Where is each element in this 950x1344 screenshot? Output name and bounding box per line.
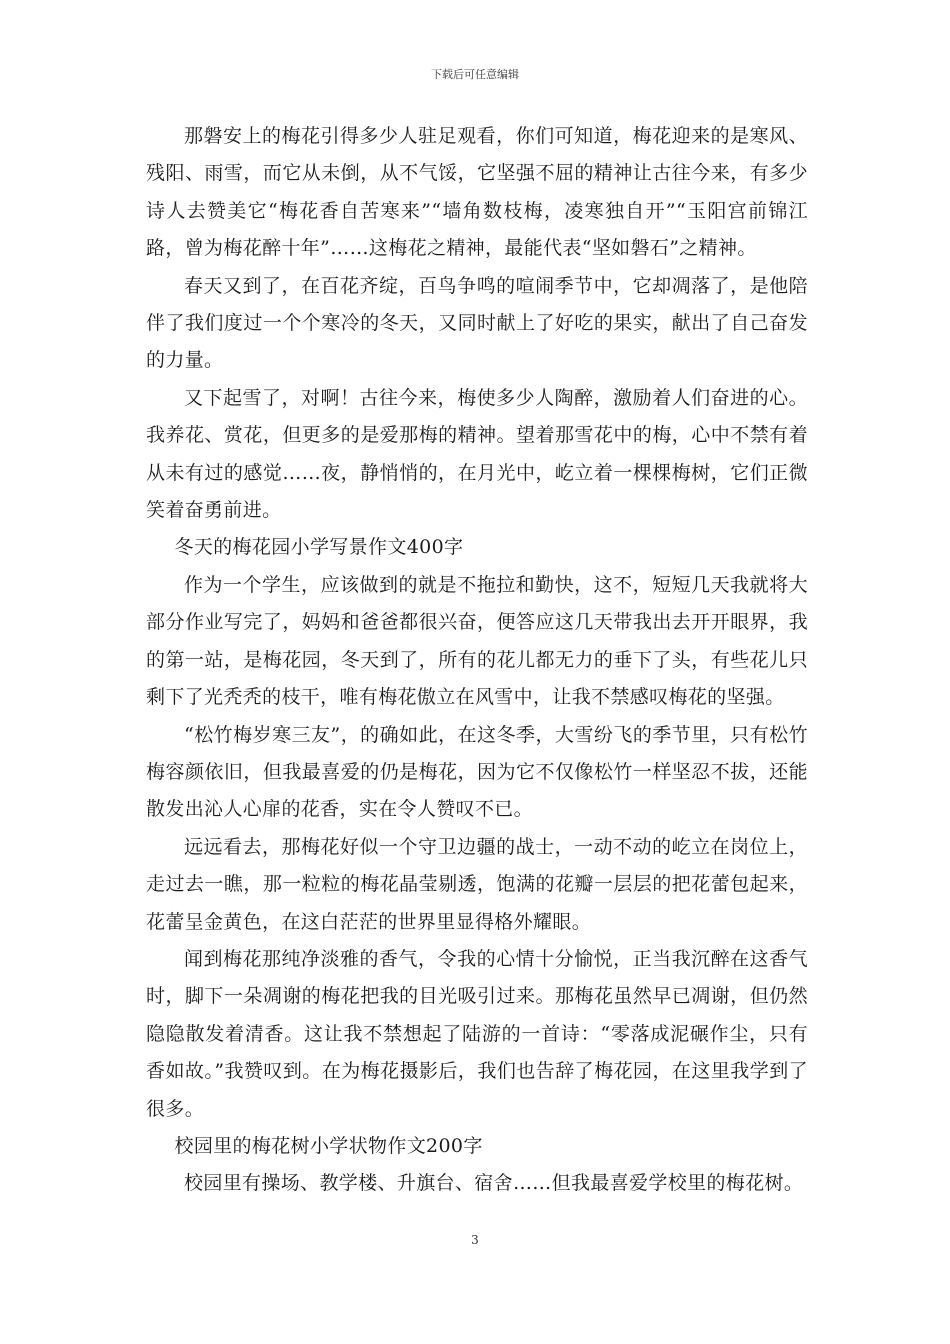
paragraph-3: 又下起雪了，对啊！古往今来，梅使多少人陶醉，激励着人们奋进的心。我养花、赏花，但更多的是爱那梅的精神。望着那雪花中的梅，心中不禁有着从未有过的感觉……夜，静悄悄的，在月光中，屹立着一棵棵梅树，它们正微笑着奋勇前进。 <box>146 386 808 522</box>
paragraph-2: 春天又到了，在百花齐绽，百鸟争鸣的喧闹季节中，它却凋落了，是他陪伴了我们度过一个个寒冷的冬天，又同时献上了好吃的果实，献出了自己奋发的力量。 <box>146 274 808 372</box>
paragraph-8: 校园里有操场、教学楼、升旗台、宿舍……但我最喜爱学校里的梅花树。 <box>184 1172 804 1195</box>
document-body <box>146 118 808 1203</box>
paragraph-6: 远远看去，那梅花好似一个守卫边疆的战士，一动不动的屹立在岗位上，走过去一瞧，那一粒粒的梅花晶莹剔透，饱满的花瓣一层层的把花蕾包起来，花蕾呈金黄色，在这白茫茫的世界里显得格外耀眼。 <box>146 835 808 933</box>
paragraph-5: “松竹梅岁寒三友”，的确如此，在这冬季，大雪纷飞的季节里，只有松竹梅容颜依旧，但我最喜爱的仍是梅花，因为它不仅像松竹一样坚忍不拔，还能散发出沁人心扉的花香，实在令人赞叹不已。 <box>146 723 808 821</box>
paragraph-1: 那磐安上的梅花引得多少人驻足观看，你们可知道，梅花迎来的是寒风、残阳、雨雪，而它从未倒，从不气馁，它坚强不屈的精神让古往今来，有多少诗人去赞美它“梅花香自苦寒来”“墙角数枝梅，凌寒独自开”“玉阳宫前锦江路，曾为梅花醉十年”……这梅花之精神，最能代表“坚如磐石”之精神。 <box>146 125 808 260</box>
page-number: 3 <box>471 1233 479 1247</box>
section-heading-1: 冬天的梅花园小学写景作文400字 <box>174 536 464 559</box>
paragraph-7: 闻到梅花那纯净淡雅的香气，令我的心情十分愉悦，正当我沉醉在这香气时，脚下一朵凋谢的梅花把我的目光吸引过来。那梅花虽然早已凋谢，但仍然隐隐散发着清香。这让我不禁想起了陆游的一首诗：“零落成泥碾作尘，只有香如故。”我赞叹到。在为梅花摄影后，我们也告辞了梅花园，在这里我学到了很多。 <box>146 947 808 1120</box>
paragraph-4: 作为一个学生，应该做到的就是不拖拉和勤快，这不，短短几天我就将大部分作业写完了，妈妈和爸爸都很兴奋，便答应这几天带我出去开开眼界，我的第一站，是梅花园，冬天到了，所有的花儿都无力的垂下了头，有些花儿只剩下了光秃秃的枝干，唯有梅花傲立在风雪中，让我不禁感叹梅花的坚强。 <box>146 573 808 709</box>
section-heading-2: 校园里的梅花树小学状物作文200字 <box>174 1134 483 1157</box>
page-header: 下载后可任意编辑 <box>431 68 519 81</box>
